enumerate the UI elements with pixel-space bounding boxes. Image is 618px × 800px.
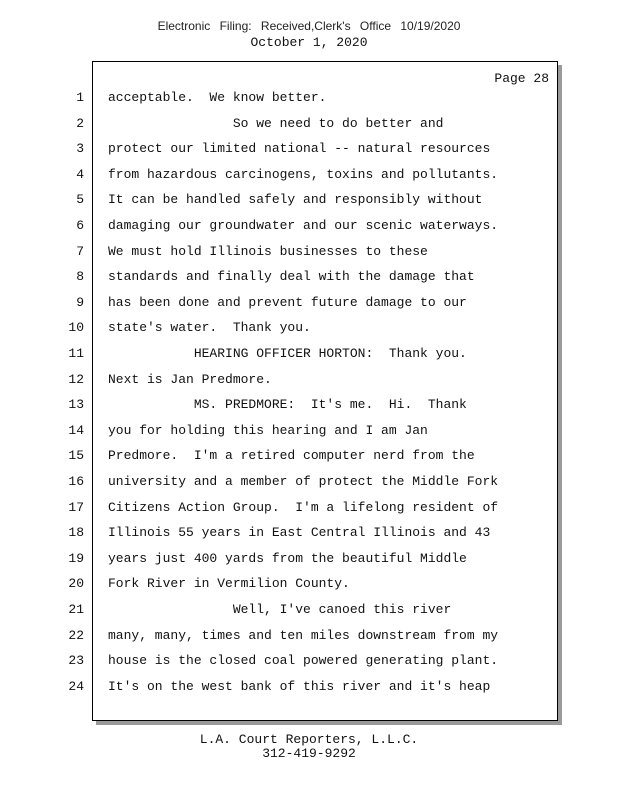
line-number: 23 [68,653,84,669]
line-number: 11 [68,346,84,361]
transcript-line [0,500,618,526]
line-text: university and a member of protect the Middle Fork [108,474,499,489]
transcript-line [0,295,618,321]
line-number: 10 [68,320,84,336]
line-number: 7 [76,243,84,259]
transcript-line [0,525,618,551]
page-number: Page 28 [494,71,549,86]
line-text: Fork River in Vermilion County. [108,576,350,592]
line-text: It can be handled safely and responsibly without [108,192,483,208]
line-text: acceptable. We know better. [108,90,327,105]
line-number: 1 [76,90,84,105]
line-number: 8 [76,269,84,285]
line-text: So we need to do better and [108,115,444,131]
line-number: 18 [68,525,84,541]
line-text: Next is Jan Predmore. [108,371,272,387]
line-text: Illinois 55 years in East Central Illinois and 43 [108,525,491,541]
line-number: 24 [68,678,84,694]
transcript-line [0,218,618,244]
line-text: many, many, times and ten miles downstream from my [108,627,499,643]
line-text: We must hold Illinois businesses to these [108,243,428,259]
line-number: 21 [68,602,84,617]
line-text: damaging our groundwater and our scenic waterways. [108,218,499,233]
transcript-line [0,448,618,474]
reporter-phone: 312-419-9292 [262,746,356,761]
line-number: 9 [76,294,84,310]
line-number: 3 [76,141,84,157]
line-number: 4 [76,166,84,182]
transcript-line [0,576,618,602]
line-number: 5 [76,192,84,208]
filing-stamp: Electronic Filing: Received,Clerk's Office 10/19/2020 [157,19,461,33]
transcript-line [0,269,618,295]
transcript-line [0,372,618,398]
line-text: HEARING OFFICER HORTON: Thank you. [108,346,467,361]
line-text: protect our limited national -- natural resources [108,141,491,157]
transcript-line [0,423,618,449]
transcript-line [0,653,618,679]
line-text: Citizens Action Group. I'm a lifelong resident of [108,499,499,515]
transcript-line [0,679,618,705]
reporter-company: L.A. Court Reporters, L.L.C. [199,732,419,747]
line-number: 13 [68,397,84,413]
line-text: Predmore. I'm a retired computer nerd from the [108,448,475,464]
line-number: 6 [76,218,84,233]
transcript-line [0,346,618,372]
transcript-line [0,602,618,628]
line-number: 22 [68,627,84,643]
line-number: 17 [68,499,84,515]
transcript-line [0,320,618,346]
line-number: 2 [76,115,84,131]
line-text: MS. PREDMORE: It's me. Hi. Thank [108,397,467,413]
line-text: has been done and prevent future damage to our [108,294,467,310]
transcript-line [0,244,618,270]
transcript-line [0,116,618,142]
line-text: years just 400 yards from the beautiful Middle [108,550,467,566]
transcript-line [0,167,618,193]
line-text: house is the closed coal powered generating plant. [108,653,499,669]
transcript-date: October 1, 2020 [250,35,368,50]
line-number: 19 [68,550,84,566]
transcript-line [0,551,618,577]
transcript-line [0,90,618,116]
line-text: you for holding this hearing and I am Jan [108,422,428,438]
transcript-line [0,628,618,654]
line-number: 20 [68,576,84,592]
transcript-line [0,397,618,423]
transcript-line [0,192,618,218]
line-text: Well, I've canoed this river [108,602,452,617]
line-number: 14 [68,422,84,438]
line-text: from hazardous carcinogens, toxins and pollutants. [108,166,499,182]
transcript-line [0,141,618,167]
line-number: 16 [68,474,84,489]
transcript-line [0,474,618,500]
line-text: standards and finally deal with the damage that [108,269,475,285]
line-number: 12 [68,371,84,387]
line-number: 15 [68,448,84,464]
line-text: It's on the west bank of this river and it's heap [108,678,491,694]
line-text: state's water. Thank you. [108,320,311,336]
